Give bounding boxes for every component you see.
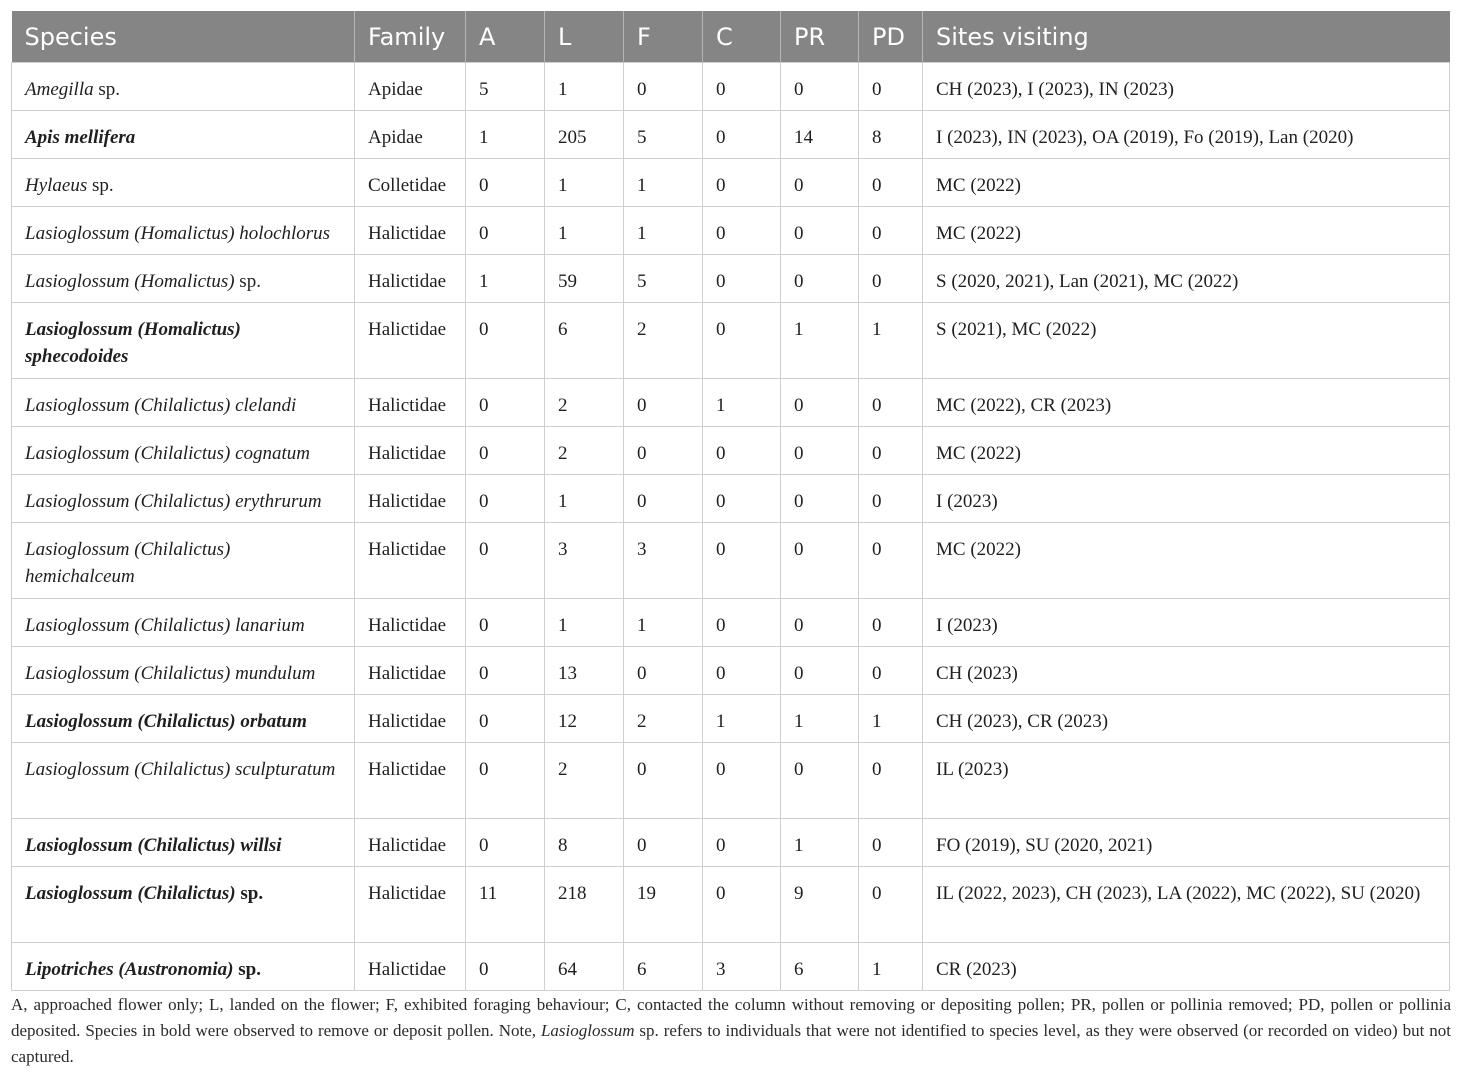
pr-cell: 0 bbox=[781, 255, 859, 303]
pr-cell: 0 bbox=[781, 647, 859, 695]
species-cell: Lipotriches (Austronomia) sp. bbox=[12, 943, 355, 991]
table-row bbox=[12, 475, 1450, 523]
family-cell: Halictidae bbox=[355, 427, 466, 475]
sites-cell: MC (2022) bbox=[923, 523, 1450, 599]
footnote-italic: Lasioglossum bbox=[540, 1021, 635, 1040]
table-footnote bbox=[11, 992, 1451, 1070]
l-cell: 8 bbox=[545, 819, 624, 867]
f-cell: 0 bbox=[624, 427, 703, 475]
family-cell: Halictidae bbox=[355, 475, 466, 523]
species-cell: Apis mellifera bbox=[12, 111, 355, 159]
f-cell: 2 bbox=[624, 303, 703, 379]
pr-cell: 0 bbox=[781, 427, 859, 475]
a-cell: 0 bbox=[466, 599, 545, 647]
f-cell: 1 bbox=[624, 207, 703, 255]
a-cell: 0 bbox=[466, 379, 545, 427]
table-row bbox=[12, 743, 1450, 819]
pd-cell: 0 bbox=[859, 427, 923, 475]
c-cell: 0 bbox=[703, 867, 781, 943]
sites-cell: CR (2023) bbox=[923, 943, 1450, 991]
a-cell: 11 bbox=[466, 867, 545, 943]
pd-cell: 0 bbox=[859, 743, 923, 819]
pr-cell: 1 bbox=[781, 695, 859, 743]
c-cell: 0 bbox=[703, 523, 781, 599]
pd-cell: 0 bbox=[859, 819, 923, 867]
l-cell: 205 bbox=[545, 111, 624, 159]
pr-cell: 0 bbox=[781, 475, 859, 523]
table-row bbox=[12, 695, 1450, 743]
a-cell: 0 bbox=[466, 743, 545, 819]
species-cell: Lasioglossum (Chilalictus) mundulum bbox=[12, 647, 355, 695]
a-cell: 0 bbox=[466, 647, 545, 695]
f-cell: 19 bbox=[624, 867, 703, 943]
table-row bbox=[12, 255, 1450, 303]
species-cell: Amegilla sp. bbox=[12, 63, 355, 111]
pr-cell: 0 bbox=[781, 63, 859, 111]
l-cell: 2 bbox=[545, 743, 624, 819]
pd-cell: 0 bbox=[859, 867, 923, 943]
c-cell: 0 bbox=[703, 111, 781, 159]
pd-cell: 8 bbox=[859, 111, 923, 159]
sites-cell: CH (2023), CR (2023) bbox=[923, 695, 1450, 743]
a-cell: 0 bbox=[466, 427, 545, 475]
pr-cell: 0 bbox=[781, 743, 859, 819]
table-row bbox=[12, 379, 1450, 427]
sites-cell: MC (2022) bbox=[923, 207, 1450, 255]
family-cell: Halictidae bbox=[355, 523, 466, 599]
l-cell: 3 bbox=[545, 523, 624, 599]
pr-cell: 0 bbox=[781, 379, 859, 427]
header-row bbox=[12, 11, 1450, 63]
l-cell: 1 bbox=[545, 63, 624, 111]
sites-cell: S (2021), MC (2022) bbox=[923, 303, 1450, 379]
pr-cell: 9 bbox=[781, 867, 859, 943]
family-cell: Halictidae bbox=[355, 867, 466, 943]
l-cell: 12 bbox=[545, 695, 624, 743]
l-cell: 2 bbox=[545, 427, 624, 475]
c-cell: 1 bbox=[703, 695, 781, 743]
c-cell: 0 bbox=[703, 743, 781, 819]
table-row bbox=[12, 63, 1450, 111]
a-cell: 0 bbox=[466, 943, 545, 991]
species-cell: Lasioglossum (Chilalictus) willsi bbox=[12, 819, 355, 867]
family-cell: Halictidae bbox=[355, 255, 466, 303]
c-cell: 0 bbox=[703, 207, 781, 255]
f-cell: 6 bbox=[624, 943, 703, 991]
f-cell: 2 bbox=[624, 695, 703, 743]
table-row bbox=[12, 523, 1450, 599]
header-pd: PD bbox=[859, 11, 923, 63]
header-species: Species bbox=[12, 11, 355, 63]
species-cell: Hylaeus sp. bbox=[12, 159, 355, 207]
pd-cell: 0 bbox=[859, 207, 923, 255]
family-cell: Halictidae bbox=[355, 303, 466, 379]
table-row bbox=[12, 159, 1450, 207]
l-cell: 13 bbox=[545, 647, 624, 695]
c-cell: 0 bbox=[703, 475, 781, 523]
a-cell: 0 bbox=[466, 695, 545, 743]
a-cell: 0 bbox=[466, 159, 545, 207]
family-cell: Apidae bbox=[355, 111, 466, 159]
sites-cell: CH (2023), I (2023), IN (2023) bbox=[923, 63, 1450, 111]
species-cell: Lasioglossum (Homalictus) sphecodoides bbox=[12, 303, 355, 379]
family-cell: Halictidae bbox=[355, 599, 466, 647]
f-cell: 0 bbox=[624, 647, 703, 695]
pd-cell: 1 bbox=[859, 695, 923, 743]
pr-cell: 0 bbox=[781, 599, 859, 647]
table-row bbox=[12, 303, 1450, 379]
a-cell: 1 bbox=[466, 111, 545, 159]
c-cell: 0 bbox=[703, 255, 781, 303]
a-cell: 1 bbox=[466, 255, 545, 303]
l-cell: 1 bbox=[545, 207, 624, 255]
f-cell: 1 bbox=[624, 599, 703, 647]
family-cell: Halictidae bbox=[355, 207, 466, 255]
pd-cell: 1 bbox=[859, 943, 923, 991]
sites-cell: MC (2022), CR (2023) bbox=[923, 379, 1450, 427]
sites-cell: I (2023) bbox=[923, 599, 1450, 647]
table-row bbox=[12, 867, 1450, 943]
pr-cell: 0 bbox=[781, 523, 859, 599]
table-row bbox=[12, 207, 1450, 255]
family-cell: Halictidae bbox=[355, 943, 466, 991]
a-cell: 0 bbox=[466, 475, 545, 523]
f-cell: 0 bbox=[624, 63, 703, 111]
species-cell: Lasioglossum (Chilalictus) cognatum bbox=[12, 427, 355, 475]
c-cell: 0 bbox=[703, 599, 781, 647]
sites-cell: CH (2023) bbox=[923, 647, 1450, 695]
table-row bbox=[12, 819, 1450, 867]
c-cell: 3 bbox=[703, 943, 781, 991]
c-cell: 0 bbox=[703, 427, 781, 475]
sites-cell: IL (2023) bbox=[923, 743, 1450, 819]
table-row bbox=[12, 647, 1450, 695]
l-cell: 1 bbox=[545, 159, 624, 207]
f-cell: 0 bbox=[624, 743, 703, 819]
species-cell: Lasioglossum (Chilalictus) clelandi bbox=[12, 379, 355, 427]
family-cell: Halictidae bbox=[355, 819, 466, 867]
c-cell: 0 bbox=[703, 303, 781, 379]
footnote-text-1: A, approached flower only; L, landed on the flower; F, exhibited foraging behaviour; C, contacted the column without removing or depositing pollen; PR, pollen or pollinia removed; PD, pollen or pollinia deposited. Species in bold were observed to remove or deposit pollen. Note, bbox=[11, 995, 1451, 1040]
l-cell: 64 bbox=[545, 943, 624, 991]
a-cell: 0 bbox=[466, 819, 545, 867]
header-sites: Sites visiting bbox=[923, 11, 1450, 63]
family-cell: Halictidae bbox=[355, 647, 466, 695]
sites-cell: I (2023) bbox=[923, 475, 1450, 523]
pd-cell: 0 bbox=[859, 379, 923, 427]
f-cell: 0 bbox=[624, 379, 703, 427]
f-cell: 5 bbox=[624, 255, 703, 303]
l-cell: 2 bbox=[545, 379, 624, 427]
pd-cell: 0 bbox=[859, 599, 923, 647]
l-cell: 59 bbox=[545, 255, 624, 303]
l-cell: 218 bbox=[545, 867, 624, 943]
family-cell: Halictidae bbox=[355, 743, 466, 819]
family-cell: Colletidae bbox=[355, 159, 466, 207]
family-cell: Halictidae bbox=[355, 379, 466, 427]
pd-cell: 1 bbox=[859, 303, 923, 379]
species-cell: Lasioglossum (Homalictus) sp. bbox=[12, 255, 355, 303]
sites-cell: MC (2022) bbox=[923, 159, 1450, 207]
pr-cell: 14 bbox=[781, 111, 859, 159]
header-f: F bbox=[624, 11, 703, 63]
species-cell: Lasioglossum (Chilalictus) sp. bbox=[12, 867, 355, 943]
f-cell: 5 bbox=[624, 111, 703, 159]
a-cell: 5 bbox=[466, 63, 545, 111]
f-cell: 3 bbox=[624, 523, 703, 599]
pr-cell: 0 bbox=[781, 159, 859, 207]
c-cell: 1 bbox=[703, 379, 781, 427]
a-cell: 0 bbox=[466, 523, 545, 599]
c-cell: 0 bbox=[703, 159, 781, 207]
table-row bbox=[12, 599, 1450, 647]
f-cell: 0 bbox=[624, 475, 703, 523]
table-row bbox=[12, 111, 1450, 159]
sites-cell: S (2020, 2021), Lan (2021), MC (2022) bbox=[923, 255, 1450, 303]
c-cell: 0 bbox=[703, 63, 781, 111]
sites-cell: IL (2022, 2023), CH (2023), LA (2022), MC (2022), SU (2020) bbox=[923, 867, 1450, 943]
species-cell: Lasioglossum (Chilalictus) lanarium bbox=[12, 599, 355, 647]
sites-cell: I (2023), IN (2023), OA (2019), Fo (2019), Lan (2020) bbox=[923, 111, 1450, 159]
a-cell: 0 bbox=[466, 207, 545, 255]
sites-cell: MC (2022) bbox=[923, 427, 1450, 475]
pr-cell: 6 bbox=[781, 943, 859, 991]
species-cell: Lasioglossum (Chilalictus) sculpturatum bbox=[12, 743, 355, 819]
f-cell: 0 bbox=[624, 819, 703, 867]
header-a: A bbox=[466, 11, 545, 63]
pr-cell: 1 bbox=[781, 303, 859, 379]
pd-cell: 0 bbox=[859, 63, 923, 111]
header-c: C bbox=[703, 11, 781, 63]
f-cell: 1 bbox=[624, 159, 703, 207]
header-family: Family bbox=[355, 11, 466, 63]
l-cell: 1 bbox=[545, 599, 624, 647]
table-row bbox=[12, 943, 1450, 991]
table-row bbox=[12, 427, 1450, 475]
l-cell: 6 bbox=[545, 303, 624, 379]
family-cell: Apidae bbox=[355, 63, 466, 111]
species-cell: Lasioglossum (Homalictus) holochlorus bbox=[12, 207, 355, 255]
c-cell: 0 bbox=[703, 819, 781, 867]
pr-cell: 1 bbox=[781, 819, 859, 867]
l-cell: 1 bbox=[545, 475, 624, 523]
pd-cell: 0 bbox=[859, 523, 923, 599]
c-cell: 0 bbox=[703, 647, 781, 695]
header-l: L bbox=[545, 11, 624, 63]
species-table bbox=[11, 11, 1450, 991]
pd-cell: 0 bbox=[859, 159, 923, 207]
sites-cell: FO (2019), SU (2020, 2021) bbox=[923, 819, 1450, 867]
species-cell: Lasioglossum (Chilalictus) orbatum bbox=[12, 695, 355, 743]
species-cell: Lasioglossum (Chilalictus) hemichalceum bbox=[12, 523, 355, 599]
species-cell: Lasioglossum (Chilalictus) erythrurum bbox=[12, 475, 355, 523]
a-cell: 0 bbox=[466, 303, 545, 379]
pr-cell: 0 bbox=[781, 207, 859, 255]
family-cell: Halictidae bbox=[355, 695, 466, 743]
pd-cell: 0 bbox=[859, 475, 923, 523]
pd-cell: 0 bbox=[859, 647, 923, 695]
pd-cell: 0 bbox=[859, 255, 923, 303]
data-table-container bbox=[11, 11, 1449, 991]
header-pr: PR bbox=[781, 11, 859, 63]
footnote-text-2: sp. refers to individuals that were not identified to species level, as they were observed (or recorded on video) but not captured. bbox=[11, 1021, 1451, 1066]
